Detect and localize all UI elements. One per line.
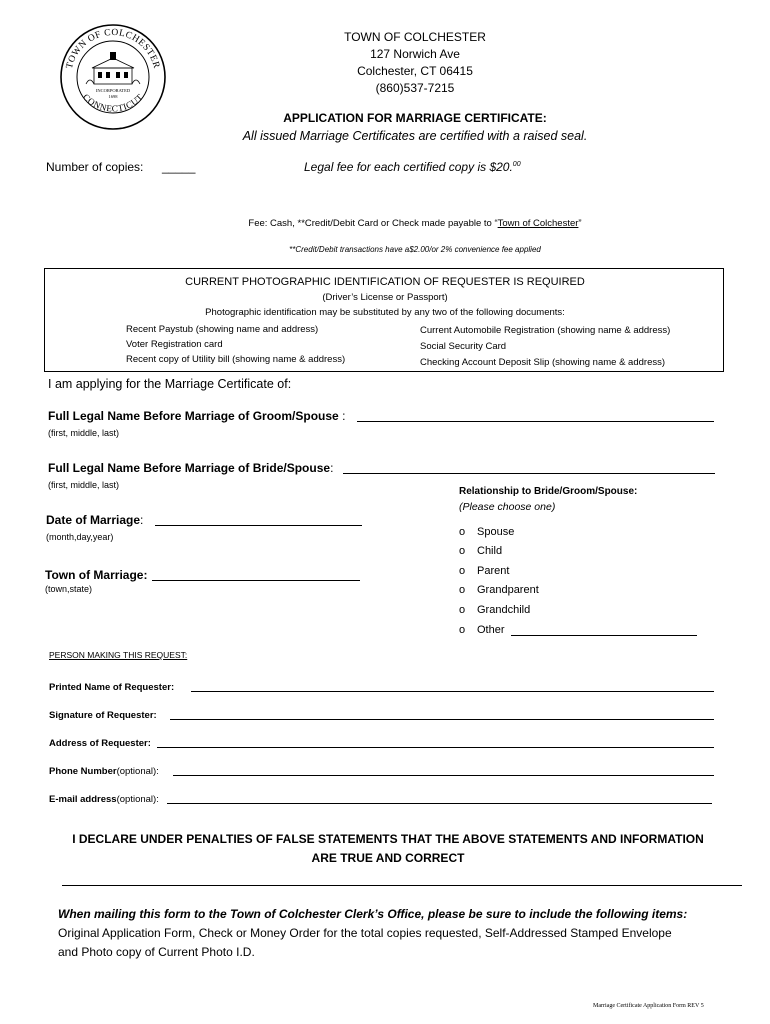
id-line1: (Driver’s License or Passport) — [322, 292, 448, 303]
mailing-heading: When mailing this form to the Town of Colchester Clerk’s Office, please be sure to include the following items: — [58, 907, 688, 921]
phone-field[interactable] — [173, 766, 714, 776]
id-left-item: Voter Registration card — [126, 339, 223, 350]
id-right-item: Social Security Card — [420, 341, 507, 352]
marriage-town-hint: (town,state) — [45, 584, 93, 594]
id-left-item: Recent copy of Utility bill (showing name & address) — [126, 354, 346, 365]
bride-name-field[interactable] — [343, 464, 715, 474]
address-label: Address of Requester: — [49, 738, 151, 749]
declaration-signature-line[interactable] — [62, 875, 742, 886]
groom-name-field[interactable] — [357, 412, 714, 422]
relationship-option-grandchild[interactable]: o Grandchild — [459, 604, 531, 616]
id-right-item: Checking Account Deposit Slip (showing name & address) — [420, 357, 666, 368]
relationship-label: Relationship to Bride/Groom/Spouse: — [459, 486, 638, 497]
applying-statement: I am applying for the Marriage Certificate of: — [48, 377, 292, 391]
fee-text: Legal fee for each certified copy is $20.00 — [304, 160, 521, 174]
svg-text:TOWN OF COLCHESTER: TOWN OF COLCHESTER — [64, 27, 162, 70]
marriage-date-label: Date of Marriage: — [46, 513, 144, 527]
copies-blank[interactable]: _____ — [162, 160, 196, 174]
relationship-option-spouse[interactable]: o Spouse — [459, 526, 515, 538]
form-revision-footer: Marriage Certificate Application Form REV 5 — [593, 1003, 704, 1009]
id-left-item: Recent Paystub (showing name and address) — [126, 324, 319, 335]
phone-label: Phone Number(optional): — [49, 766, 159, 777]
relationship-hint: (Please choose one) — [459, 501, 556, 513]
form-subtitle: All issued Marriage Certificates are certified with a raised seal. — [242, 129, 588, 143]
copies-label: Number of copies: — [46, 160, 144, 174]
id-line2: Photographic identification may be substituted by any two of the following documents: — [205, 307, 565, 318]
form-title: APPLICATION FOR MARRIAGE CERTIFICATE: — [283, 111, 547, 125]
groom-name-hint: (first, middle, last) — [48, 428, 120, 438]
marriage-date-field[interactable] — [155, 516, 362, 526]
relationship-option-child[interactable]: o Child — [459, 545, 503, 557]
convenience-fee-note: **Credit/Debit transactions have a$2.00/or 2% convenience fee applied — [289, 245, 541, 254]
id-heading: CURRENT PHOTOGRAPHIC IDENTIFICATION OF REQUESTER IS REQUIRED — [185, 276, 585, 288]
id-requirements-box — [44, 268, 724, 372]
marriage-town-field[interactable] — [152, 571, 360, 581]
relationship-option-parent[interactable]: o Parent — [459, 565, 510, 577]
requester-heading: PERSON MAKING THIS REQUEST: — [49, 650, 188, 660]
town-city: Colchester, CT 06415 — [357, 64, 473, 78]
marriage-date-hint: (month,day,year) — [46, 532, 114, 542]
bride-name-hint: (first, middle, last) — [48, 480, 120, 490]
relationship-option-other[interactable]: o Other — [459, 624, 505, 636]
printed-name-field[interactable] — [191, 682, 714, 692]
declaration-line1: I DECLARE UNDER PENALTIES OF FALSE STATEMENTS THAT THE ABOVE STATEMENTS AND INFORMATION — [72, 832, 704, 846]
svg-text:INCORPORATED: INCORPORATED — [95, 88, 131, 93]
bride-name-label: Full Legal Name Before Marriage of Bride/Spouse: — [48, 461, 334, 475]
groom-name-label: Full Legal Name Before Marriage of Groom/Spouse : — [48, 409, 346, 423]
declaration-line2: ARE TRUE AND CORRECT — [311, 851, 465, 865]
payment-methods: Fee: Cash, **Credit/Debit Card or Check made payable to “Town of Colchester” — [248, 218, 582, 229]
mailing-line2: and Photo copy of Current Photo I.D. — [58, 945, 255, 959]
svg-text:CONNECTICUT: CONNECTICUT — [80, 91, 146, 114]
signature-label: Signature of Requester: — [49, 710, 157, 721]
email-label: E-mail address(optional): — [49, 794, 159, 805]
id-right-item: Current Automobile Registration (showing name & address) — [420, 325, 671, 336]
relationship-option-grandparent[interactable]: o Grandparent — [459, 584, 539, 596]
payee-name: Town of Colchester — [497, 218, 579, 229]
town-address: 127 Norwich Ave — [370, 47, 460, 61]
marriage-town-label: Town of Marriage: — [45, 568, 148, 582]
town-name: TOWN OF COLCHESTER — [344, 30, 486, 44]
printed-name-label: Printed Name of Requester: — [49, 682, 175, 693]
svg-text:1698: 1698 — [108, 94, 118, 99]
mailing-line1: Original Application Form, Check or Money Order for the total copies requested, Self-Addressed Stamped Envelope — [58, 926, 672, 940]
email-field[interactable] — [167, 794, 712, 804]
address-field[interactable] — [157, 738, 714, 748]
relationship-other-field[interactable] — [511, 626, 697, 636]
signature-field[interactable] — [170, 710, 714, 720]
town-phone: (860)537-7215 — [375, 81, 455, 95]
